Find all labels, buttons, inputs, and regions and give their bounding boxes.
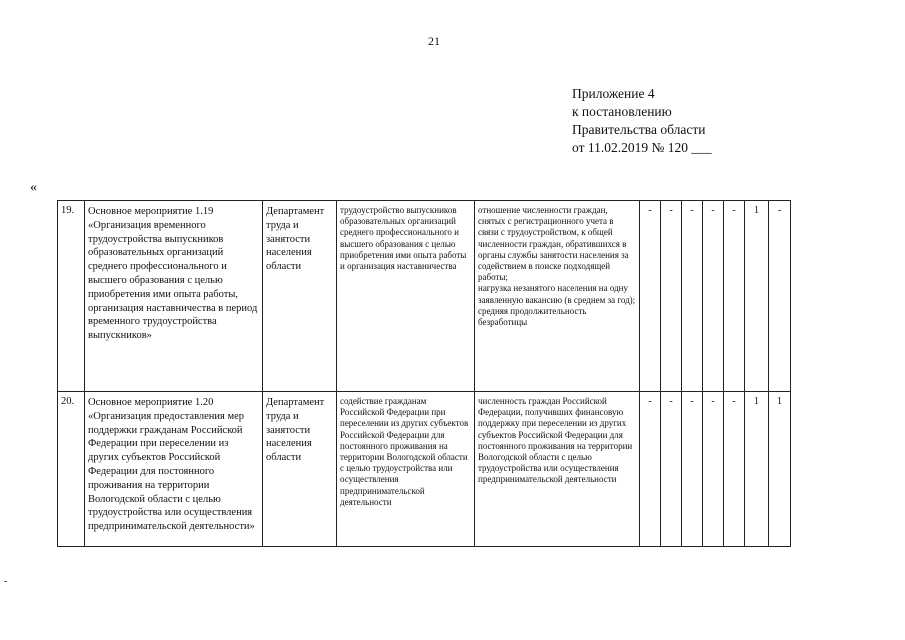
direction: трудоустройство выпускников образовательных организаций среднего профессионального и высшего образования с целью приобретения ими опыта работы и организация наставничества [337,201,475,392]
appendix-line-4: от 11.02.2019 № 120 ___ [572,140,712,155]
value-cell: - [724,201,745,392]
table-row [58,201,791,392]
value-cell: - [769,201,791,392]
value-cell: 1 [745,392,769,547]
executor: Департамент труда и занятости населения области [263,392,337,547]
row-number: 20. [58,392,85,547]
indicator-text: нагрузка незанятого населения на одну заявленную вакансию (в среднем за год); [478,283,636,305]
value-cell: - [661,201,682,392]
appendix-line-2: к постановлению [572,104,672,119]
value-cell: - [703,392,724,547]
value-cell: 1 [745,201,769,392]
appendix-line-1: Приложение 4 [572,86,655,101]
appendix-header [572,85,712,157]
indicators [475,201,640,392]
measure-name: Основное мероприятие 1.20 «Организация предоставления мер поддержки гражданам Российской Федерации при переселении из других субъектов Российской Федерации для постоянного проживания на территории Вологодской области с целью трудоустройства или осуществления предпринимательской деятельности» [85,392,263,547]
indicators [475,392,640,547]
table-row [58,392,791,547]
measure-name: Основное мероприятие 1.19 «Организация временного трудоустройства выпускников образовательных организаций среднего профессионального и высшего образования с целью приобретения ими опыта работы, организация наставничества в период временного трудоустройства выпускников» [85,201,263,392]
value-cell: - [724,392,745,547]
value-cell: - [703,201,724,392]
appendix-line-3: Правительства области [572,122,706,137]
indicator-text: отношение численности граждан, снятых с регистрационного учета в связи с трудоустройством, к общей численности граждан, обратившихся в органы службы занятости населения за содействием в поиске подходящей работы; [478,205,629,283]
measures-table [57,200,791,547]
page-number: 21 [428,34,440,48]
value-cell: 1 [769,392,791,547]
executor: Департамент труда и занятости населения области [263,201,337,392]
value-cell: - [682,392,703,547]
stray-mark: - [4,576,8,587]
value-cell: - [661,392,682,547]
indicator-text: средняя продолжительность безработицы [478,305,587,328]
row-number: 19. [58,201,85,392]
value-cell: - [682,201,703,392]
value-cell: - [640,392,661,547]
opening-quote: « [30,180,37,195]
indicator-text: численность граждан Российской Федерации, получивших финансовую поддержку при переселении из других субъектов Российской Федерации для постоянного проживания на территории Вологодской области с целью трудоустройства или осуществления предпринимательской деятельности [478,396,633,485]
value-cell: - [640,201,661,392]
direction: содействие гражданам Российской Федерации при переселении из других субъектов Российской Федерации для постоянного проживания на территории Вологодской области с целью трудоустройства или осуществления предпринимательской деятельности [337,392,475,547]
